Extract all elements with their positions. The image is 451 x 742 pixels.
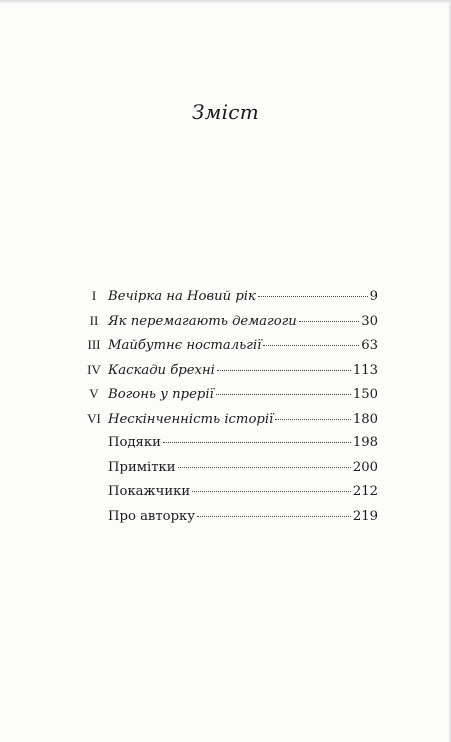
dot-leader	[197, 516, 351, 517]
section-title: Про авторку	[108, 508, 196, 524]
toc-entry-3[interactable]	[80, 337, 378, 362]
toc-entry-index[interactable]	[80, 484, 378, 509]
chapter-number: VI	[87, 410, 101, 426]
page-number: 212	[352, 484, 378, 499]
dot-leader	[258, 296, 368, 297]
toc-entry-acknowledgements[interactable]	[80, 435, 378, 460]
page-number: 200	[352, 459, 378, 475]
chapter-title: Вогонь у прерії	[108, 387, 214, 402]
chapter-number: V	[89, 386, 99, 401]
dot-leader	[275, 419, 351, 420]
page-number: 9	[369, 289, 378, 304]
page-number: 219	[352, 508, 378, 524]
page-number: 198	[352, 435, 378, 450]
toc-entry-2[interactable]	[80, 313, 378, 338]
dot-leader	[263, 345, 359, 346]
dot-leader	[192, 491, 351, 492]
section-title: Подяки	[108, 435, 161, 450]
chapter-title: Вечірка на Новий рік	[108, 289, 256, 304]
page-number: 150	[352, 387, 378, 402]
page-number: 63	[361, 338, 378, 353]
table-of-contents	[80, 288, 378, 533]
chapter-number: III	[87, 337, 101, 352]
dot-leader	[217, 370, 351, 371]
dot-leader	[216, 394, 351, 395]
page-number: 30	[361, 313, 378, 329]
section-title: Покажчики	[108, 484, 191, 499]
dot-leader	[163, 442, 351, 443]
chapter-number: I	[91, 288, 97, 303]
page-number: 180	[352, 411, 378, 427]
page-top-edge	[0, 0, 451, 3]
toc-entry-5[interactable]	[80, 386, 378, 411]
chapter-number: II	[89, 312, 99, 328]
page-number: 113	[352, 362, 378, 378]
toc-entry-6[interactable]	[80, 411, 378, 436]
chapter-title: Майбутнє ностальгії	[108, 338, 262, 353]
section-title: Примітки	[108, 459, 176, 475]
chapter-title: Як перемагають демагоги	[108, 313, 297, 329]
toc-entry-notes[interactable]	[80, 460, 378, 485]
toc-entry-1[interactable]	[80, 288, 378, 313]
contents-heading: Зміст	[191, 100, 260, 124]
chapter-title: Каскади брехні	[108, 362, 215, 378]
dot-leader	[299, 321, 359, 322]
toc-entry-about-author[interactable]	[80, 509, 378, 534]
chapter-title: Нескінченність історії	[108, 411, 274, 427]
dot-leader	[178, 467, 351, 468]
chapter-number: IV	[87, 361, 101, 377]
toc-entry-4[interactable]	[80, 362, 378, 387]
